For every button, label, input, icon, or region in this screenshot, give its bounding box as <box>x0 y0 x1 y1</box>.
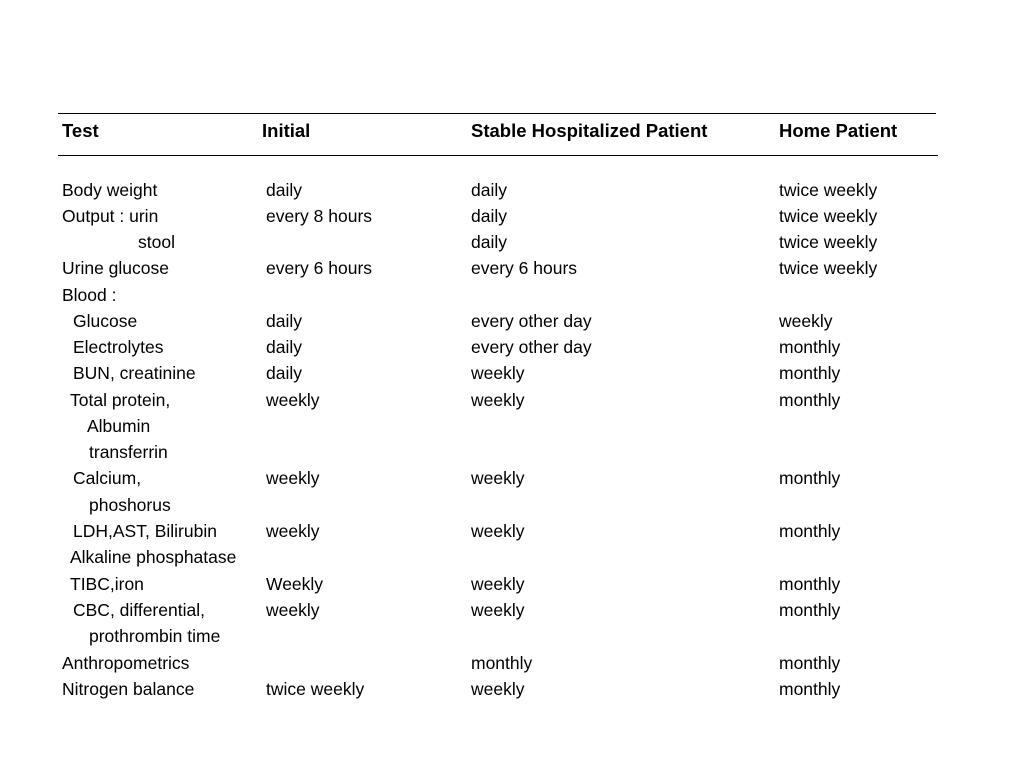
cell-test: TIBC,iron <box>70 574 144 594</box>
cell-home: weekly <box>779 311 833 331</box>
cell-stable: daily <box>471 206 507 226</box>
cell-test: stool <box>138 232 175 252</box>
cell-test: Body weight <box>62 180 158 200</box>
cell-home: monthly <box>779 574 841 594</box>
cell-initial: twice weekly <box>266 679 365 699</box>
cell-stable: weekly <box>471 679 525 699</box>
cell-stable: weekly <box>471 363 525 383</box>
cell-test: prothrombin time <box>89 626 221 646</box>
cell-stable: weekly <box>471 390 525 410</box>
cell-home: monthly <box>779 337 841 357</box>
cell-initial: Weekly <box>266 574 324 594</box>
cell-initial: every 8 hours <box>266 206 373 226</box>
cell-home: monthly <box>779 363 841 383</box>
cell-test: Blood : <box>62 285 117 305</box>
cell-test: Anthropometrics <box>62 653 190 673</box>
cell-test: Urine glucose <box>62 258 169 278</box>
cell-initial: weekly <box>266 468 320 488</box>
cell-test: CBC, differential, <box>73 600 205 620</box>
cell-initial: weekly <box>266 600 320 620</box>
cell-home: monthly <box>779 468 841 488</box>
cell-initial: daily <box>266 363 302 383</box>
cell-home: twice weekly <box>779 258 878 278</box>
header-bottom-rule <box>58 155 938 156</box>
cell-initial: daily <box>266 337 302 357</box>
cell-test: Total protein, <box>70 390 171 410</box>
cell-stable: daily <box>471 232 507 252</box>
cell-test: Alkaline phosphatase <box>70 547 237 567</box>
cell-stable: every other day <box>471 337 592 357</box>
cell-stable: weekly <box>471 521 525 541</box>
cell-initial: every 6 hours <box>266 258 373 278</box>
cell-test: Albumin <box>87 416 151 436</box>
cell-test: Electrolytes <box>73 337 164 357</box>
cell-test: Calcium, <box>73 468 142 488</box>
cell-home: monthly <box>779 521 841 541</box>
cell-stable: weekly <box>471 600 525 620</box>
header-test: Test <box>62 120 99 141</box>
cell-stable: weekly <box>471 468 525 488</box>
cell-stable: every 6 hours <box>471 258 578 278</box>
cell-initial: daily <box>266 311 302 331</box>
cell-home: twice weekly <box>779 206 878 226</box>
cell-test: BUN, creatinine <box>73 363 196 383</box>
header-stable-hospitalized-patient: Stable Hospitalized Patient <box>471 120 708 141</box>
cell-home: monthly <box>779 390 841 410</box>
cell-test: Glucose <box>73 311 138 331</box>
cell-initial: weekly <box>266 390 320 410</box>
cell-test: transferrin <box>89 442 168 462</box>
cell-home: twice weekly <box>779 180 878 200</box>
table-top-rule <box>58 113 936 114</box>
cell-stable: weekly <box>471 574 525 594</box>
cell-test: phoshorus <box>89 495 171 515</box>
cell-home: monthly <box>779 653 841 673</box>
header-initial: Initial <box>262 120 311 141</box>
cell-initial: weekly <box>266 521 320 541</box>
cell-stable: monthly <box>471 653 533 673</box>
cell-test: LDH,AST, Bilirubin <box>73 521 217 541</box>
cell-home: twice weekly <box>779 232 878 252</box>
cell-test: Nitrogen balance <box>62 679 195 699</box>
cell-stable: every other day <box>471 311 592 331</box>
cell-home: monthly <box>779 600 841 620</box>
cell-stable: daily <box>471 180 507 200</box>
cell-initial: daily <box>266 180 302 200</box>
cell-test: Output : urin <box>62 206 159 226</box>
header-home-patient: Home Patient <box>779 120 898 141</box>
cell-home: monthly <box>779 679 841 699</box>
